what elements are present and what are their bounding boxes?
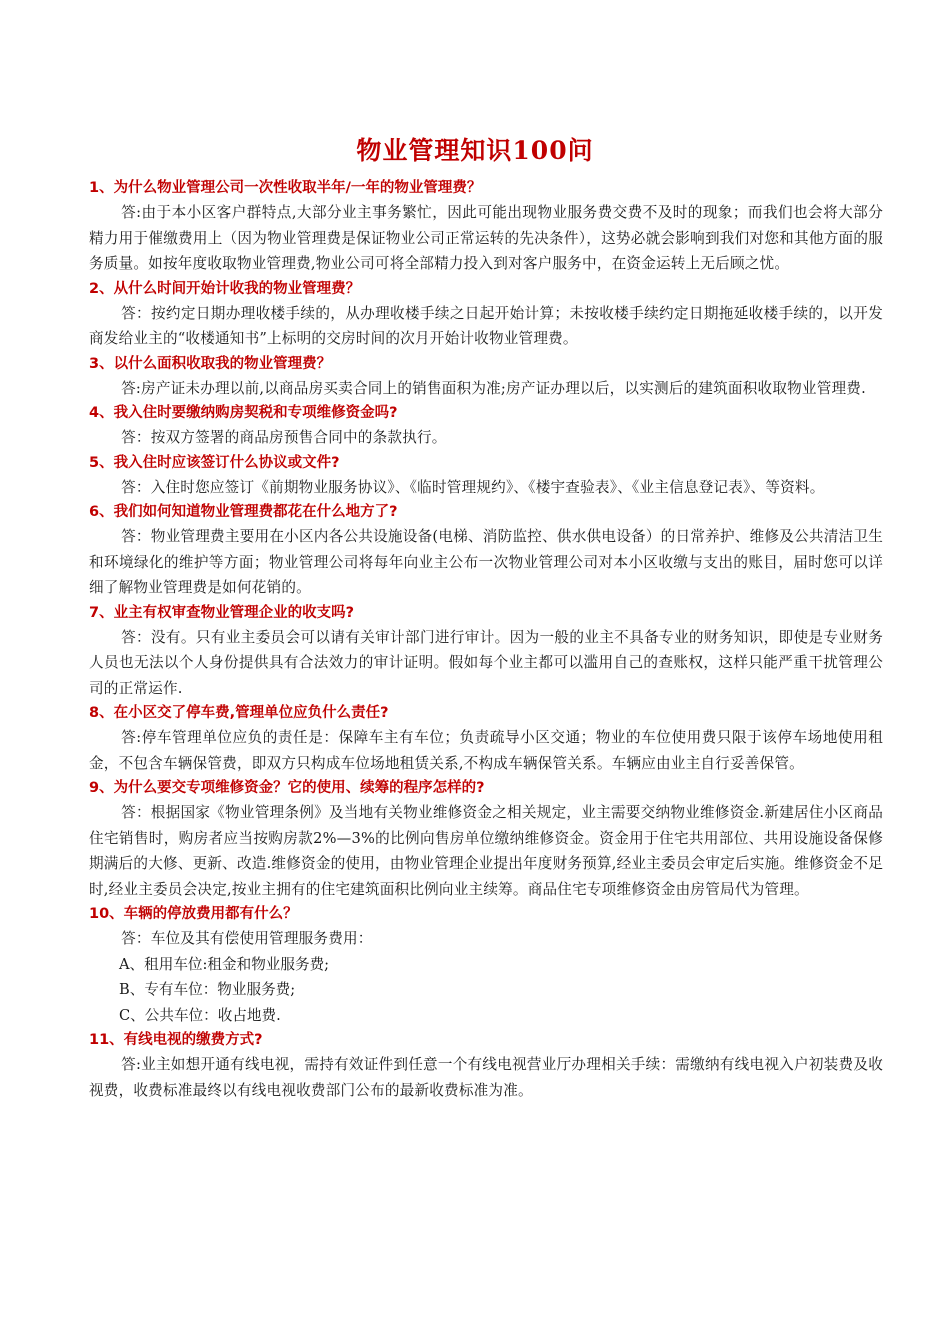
question: 9、为什么要交专项维修资金？它的使用、续筹的程序怎样的? xyxy=(89,780,485,796)
answer: 答：没有。只有业主委员会可以请有关审计部门进行审计。因为一般的业主不具备专业的财务知识，即使是专业财务人员也无法以个人身份提供具有合法效力的审计证明。假如每个业主都可以滥用自己的查账权，这样只能严重干扰管理公司的正常运作. xyxy=(89,628,883,697)
answer: 答:房产证未办理以前,以商品房买卖合同上的销售面积为准;房产证办理以后，以实测后的建筑面积收取物业管理费. xyxy=(121,379,866,397)
answer: 答：按约定日期办理收楼手续的，从办理收楼手续之日起开始计算；未按收楼手续约定日期拖延收楼手续的，以开发商发给业主的“收楼通知书”上标明的交房时间的次月开始计收物业管理费。 xyxy=(89,304,883,347)
qa-list xyxy=(89,176,883,1103)
qa-item-10 xyxy=(89,902,883,1028)
question: 7、业主有权审查物业管理企业的收支吗? xyxy=(89,604,354,621)
question: 11、有线电视的缴费方式? xyxy=(89,1032,263,1048)
question: 3、以什么面积收取我的物业管理费？ xyxy=(89,355,332,372)
answer-subitem: A、租用车位:租金和物业服务费; xyxy=(119,955,330,973)
answer: 答:由于本小区客户群特点,大部分业主事务繁忙，因此可能出现物业服务费交费不及时的现象；而我们也会将大部分精力用于催缴费用上（因为物业管理费是保证物业公司正常运转的先决条件），这势必就会影响到我们对您和其他方面的服务质量。如按年度收取物业管理费,物业公司可将全部精力投入到对客户服务中，在资金运转上无后顾之忧。 xyxy=(89,204,883,272)
qa-item-7 xyxy=(89,601,883,702)
qa-item-3 xyxy=(89,352,883,402)
question: 10、车辆的停放费用都有什么？ xyxy=(89,906,298,922)
answer: 答：根据国家《物业管理条例》及当地有关物业维修资金之相关规定，业主需要交纳物业维修资金.新建居住小区商品住宅销售时，购房者应当按购房款2%—3%的比例向售房单位缴纳维修资金。资金用于住宅共用部位、共用设施设备保修期满后的大修、更新、改造.维修资金的使用，由物业管理企业提出年度财务预算,经业主委员会审定后实施。维修资金不足时,经业主委员会决定,按业主拥有的住宅建筑面积比例向业主续筹。商品住宅专项维修资金由房管局代为管理。 xyxy=(89,804,883,898)
qa-item-8 xyxy=(89,701,883,776)
answer-subitem: B、专有车位：物业服务费; xyxy=(119,981,296,998)
question: 5、我入住时应该签订什么协议或文件? xyxy=(89,454,340,471)
question: 2、从什么时间开始计收我的物业管理费？ xyxy=(89,280,361,297)
qa-item-4 xyxy=(89,401,883,451)
qa-item-11 xyxy=(89,1028,883,1103)
question: 4、我入住时要缴纳购房契税和专项维修资金吗? xyxy=(89,405,398,421)
qa-item-6 xyxy=(89,500,883,601)
question: 8、在小区交了停车费,管理单位应负什么责任? xyxy=(89,705,389,721)
answer: 答：按双方签署的商品房预售合同中的条款执行。 xyxy=(121,429,447,446)
document-title: 物业管理知识100问 xyxy=(356,136,594,165)
answer: 答：车位及其有偿使用管理服务费用： xyxy=(121,930,373,947)
answer-subitem: C、公共车位：收占地费. xyxy=(119,1006,281,1024)
question: 6、我们如何知道物业管理费都花在什么地方了? xyxy=(89,504,398,520)
answer: 答：入住时您应签订《前期物业服务协议》、《临时管理规约》、《楼宇查验表》、《业主信息登记表》、等资料。 xyxy=(121,478,825,496)
answer: 答:停车管理单位应负的责任是：保障车主有车位；负责疏导小区交通；物业的车位使用费只限于该停车场地使用租金，不包含车辆保管费，即双方只构成车位场地租赁关系,不构成车辆保管关系。车辆应由业主自行妥善保管。 xyxy=(89,729,883,772)
qa-item-2 xyxy=(89,277,883,352)
qa-item-9 xyxy=(89,776,883,902)
qa-item-1 xyxy=(89,176,883,277)
answer: 答：物业管理费主要用在小区内各公共设施设备(电梯、消防监控、供水供电设备）的日常养护、维修及公共清洁卫生和环境绿化的维护等方面；物业管理公司将每年向业主公布一次物业管理公司对本小区收缴与支出的账目，届时您可以详细了解物业管理费是如何花销的。 xyxy=(89,528,883,596)
qa-item-5 xyxy=(89,451,883,501)
answer: 答:业主如想开通有线电视，需持有效证件到任意一个有线电视营业厅办理相关手续：需缴纳有线电视入户初装费及收视费，收费标准最终以有线电视收费部门公布的最新收费标准为准。 xyxy=(89,1056,883,1099)
question: 1、为什么物业管理公司一次性收取半年/一年的物业管理费？ xyxy=(89,180,482,196)
